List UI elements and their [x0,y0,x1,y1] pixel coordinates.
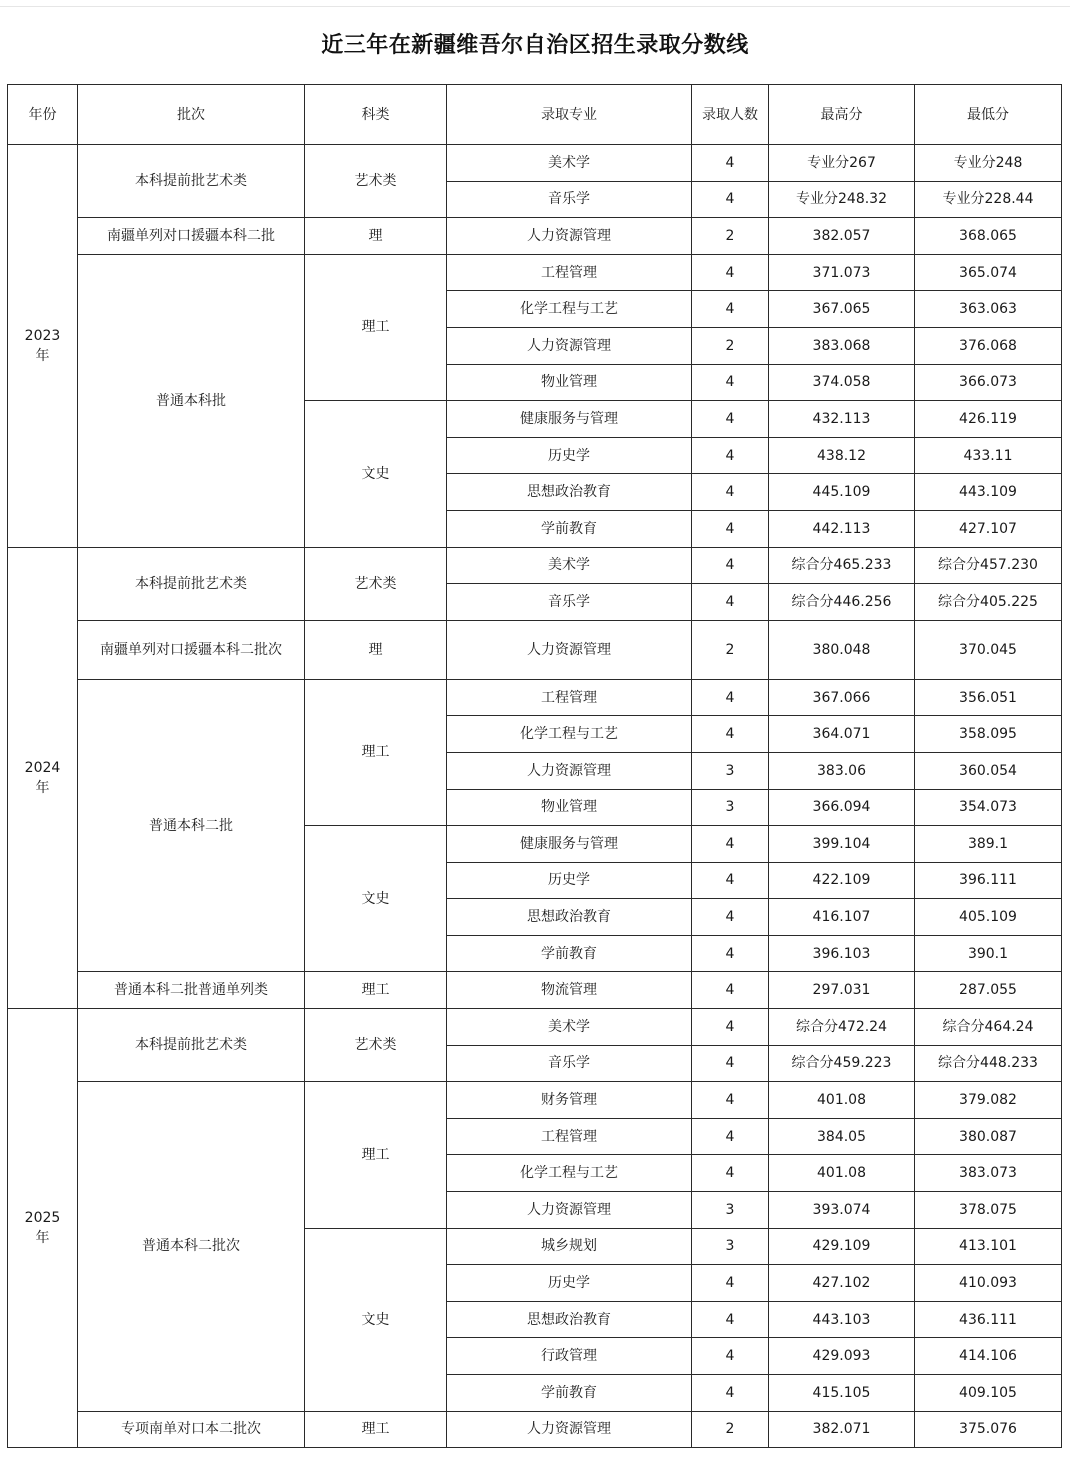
enrolled-count-cell: 3 [692,752,769,789]
batch-cell: 普通本科二批普通单列类 [78,972,305,1009]
major-cell: 美术学 [447,1009,692,1046]
major-cell: 思想政治教育 [447,899,692,936]
min-score-cell: 363.063 [915,291,1062,328]
category-cell: 理工 [305,254,447,400]
max-score-cell: 综合分446.256 [769,584,915,621]
table-row [8,679,1062,716]
max-score-cell: 422.109 [769,862,915,899]
enrolled-count-cell: 4 [692,1301,769,1338]
major-cell: 物流管理 [447,972,692,1009]
min-score-cell: 405.109 [915,899,1062,936]
max-score-cell: 367.066 [769,679,915,716]
batch-cell: 专项南单对口本二批次 [78,1411,305,1448]
max-score-cell: 445.109 [769,474,915,511]
max-score-cell: 442.113 [769,510,915,547]
major-cell: 历史学 [447,862,692,899]
enrolled-count-cell: 4 [692,1265,769,1302]
enrolled-count-cell: 4 [692,547,769,584]
table-row [8,254,1062,291]
header-enrolled: 录取人数 [692,85,769,145]
enrolled-count-cell: 4 [692,826,769,863]
header-max-score: 最高分 [769,85,915,145]
header-major: 录取专业 [447,85,692,145]
min-score-cell: 综合分448.233 [915,1045,1062,1082]
min-score-cell: 413.101 [915,1228,1062,1265]
enrolled-count-cell: 2 [692,327,769,364]
major-cell: 学前教育 [447,935,692,972]
min-score-cell: 409.105 [915,1375,1062,1412]
table-row [8,1009,1062,1046]
table-row [8,972,1062,1009]
category-cell: 理 [305,620,447,679]
major-cell: 思想政治教育 [447,474,692,511]
min-score-cell: 426.119 [915,401,1062,438]
max-score-cell: 专业分267 [769,145,915,182]
enrolled-count-cell: 3 [692,1192,769,1229]
enrolled-count-cell: 4 [692,679,769,716]
major-cell: 人力资源管理 [447,1192,692,1229]
max-score-cell: 专业分248.32 [769,181,915,218]
max-score-cell: 364.071 [769,716,915,753]
enrolled-count-cell: 4 [692,1338,769,1375]
enrolled-count-cell: 4 [692,716,769,753]
year-cell: 2024年 [8,547,78,1009]
table-row [8,620,1062,679]
enrolled-count-cell: 2 [692,218,769,255]
max-score-cell: 429.109 [769,1228,915,1265]
max-score-cell: 366.094 [769,789,915,826]
min-score-cell: 390.1 [915,935,1062,972]
max-score-cell: 443.103 [769,1301,915,1338]
min-score-cell: 414.106 [915,1338,1062,1375]
category-cell: 艺术类 [305,145,447,218]
max-score-cell: 438.12 [769,437,915,474]
enrolled-count-cell: 4 [692,145,769,182]
min-score-cell: 380.087 [915,1118,1062,1155]
category-cell: 理工 [305,1082,447,1228]
major-cell: 城乡规划 [447,1228,692,1265]
min-score-cell: 376.068 [915,327,1062,364]
min-score-cell: 410.093 [915,1265,1062,1302]
max-score-cell: 383.068 [769,327,915,364]
major-cell: 人力资源管理 [447,752,692,789]
category-cell: 艺术类 [305,547,447,620]
min-score-cell: 427.107 [915,510,1062,547]
max-score-cell: 401.08 [769,1155,915,1192]
min-score-cell: 383.073 [915,1155,1062,1192]
min-score-cell: 354.073 [915,789,1062,826]
batch-cell: 普通本科批 [78,254,305,547]
major-cell: 历史学 [447,1265,692,1302]
enrolled-count-cell: 4 [692,1045,769,1082]
enrolled-count-cell: 2 [692,1411,769,1448]
enrolled-count-cell: 4 [692,1009,769,1046]
enrolled-count-cell: 4 [692,181,769,218]
major-cell: 音乐学 [447,584,692,621]
batch-cell: 本科提前批艺术类 [78,145,305,218]
enrolled-count-cell: 4 [692,972,769,1009]
max-score-cell: 416.107 [769,899,915,936]
table-row [8,145,1062,182]
major-cell: 音乐学 [447,1045,692,1082]
major-cell: 工程管理 [447,1118,692,1155]
enrolled-count-cell: 4 [692,935,769,972]
min-score-cell: 360.054 [915,752,1062,789]
min-score-cell: 368.065 [915,218,1062,255]
max-score-cell: 415.105 [769,1375,915,1412]
max-score-cell: 382.057 [769,218,915,255]
major-cell: 人力资源管理 [447,620,692,679]
header-batch: 批次 [78,85,305,145]
enrolled-count-cell: 3 [692,1228,769,1265]
admission-score-table [7,84,1062,1448]
batch-cell: 普通本科二批次 [78,1082,305,1411]
min-score-cell: 443.109 [915,474,1062,511]
max-score-cell: 371.073 [769,254,915,291]
min-score-cell: 396.111 [915,862,1062,899]
min-score-cell: 370.045 [915,620,1062,679]
enrolled-count-cell: 4 [692,862,769,899]
table-row [8,1082,1062,1119]
enrolled-count-cell: 4 [692,1118,769,1155]
category-cell: 艺术类 [305,1009,447,1082]
major-cell: 工程管理 [447,679,692,716]
major-cell: 行政管理 [447,1338,692,1375]
category-cell: 理工 [305,972,447,1009]
enrolled-count-cell: 4 [692,899,769,936]
batch-cell: 南疆单列对口援疆本科二批 [78,218,305,255]
major-cell: 人力资源管理 [447,1411,692,1448]
min-score-cell: 378.075 [915,1192,1062,1229]
major-cell: 人力资源管理 [447,327,692,364]
year-cell: 2023年 [8,145,78,548]
max-score-cell: 401.08 [769,1082,915,1119]
major-cell: 化学工程与工艺 [447,1155,692,1192]
max-score-cell: 380.048 [769,620,915,679]
enrolled-count-cell: 4 [692,510,769,547]
header-year: 年份 [8,85,78,145]
max-score-cell: 382.071 [769,1411,915,1448]
enrolled-count-cell: 4 [692,1375,769,1412]
max-score-cell: 396.103 [769,935,915,972]
max-score-cell: 399.104 [769,826,915,863]
min-score-cell: 433.11 [915,437,1062,474]
major-cell: 财务管理 [447,1082,692,1119]
major-cell: 美术学 [447,145,692,182]
major-cell: 物业管理 [447,364,692,401]
major-cell: 学前教育 [447,510,692,547]
major-cell: 人力资源管理 [447,218,692,255]
min-score-cell: 436.111 [915,1301,1062,1338]
max-score-cell: 综合分472.24 [769,1009,915,1046]
page-title: 近三年在新疆维吾尔自治区招生录取分数线 [321,33,749,58]
max-score-cell: 393.074 [769,1192,915,1229]
top-divider [0,6,1070,7]
major-cell: 工程管理 [447,254,692,291]
max-score-cell: 432.113 [769,401,915,438]
max-score-cell: 384.05 [769,1118,915,1155]
major-cell: 化学工程与工艺 [447,291,692,328]
enrolled-count-cell: 4 [692,291,769,328]
enrolled-count-cell: 2 [692,620,769,679]
major-cell: 健康服务与管理 [447,401,692,438]
major-cell: 思想政治教育 [447,1301,692,1338]
category-cell: 文史 [305,826,447,972]
max-score-cell: 383.06 [769,752,915,789]
major-cell: 健康服务与管理 [447,826,692,863]
major-cell: 化学工程与工艺 [447,716,692,753]
min-score-cell: 365.074 [915,254,1062,291]
batch-cell: 本科提前批艺术类 [78,1009,305,1082]
min-score-cell: 综合分464.24 [915,1009,1062,1046]
max-score-cell: 367.065 [769,291,915,328]
enrolled-count-cell: 4 [692,437,769,474]
table-row [8,547,1062,584]
min-score-cell: 366.073 [915,364,1062,401]
min-score-cell: 专业分248 [915,145,1062,182]
enrolled-count-cell: 4 [692,1082,769,1119]
min-score-cell: 389.1 [915,826,1062,863]
header-min-score: 最低分 [915,85,1062,145]
category-cell: 文史 [305,1228,447,1411]
major-cell: 学前教育 [447,1375,692,1412]
category-cell: 理工 [305,679,447,825]
year-cell: 2025年 [8,1009,78,1448]
min-score-cell: 专业分228.44 [915,181,1062,218]
min-score-cell: 综合分405.225 [915,584,1062,621]
table-header-row [8,85,1062,145]
max-score-cell: 297.031 [769,972,915,1009]
major-cell: 音乐学 [447,181,692,218]
max-score-cell: 374.058 [769,364,915,401]
enrolled-count-cell: 4 [692,254,769,291]
batch-cell: 普通本科二批 [78,679,305,972]
max-score-cell: 综合分459.223 [769,1045,915,1082]
max-score-cell: 427.102 [769,1265,915,1302]
enrolled-count-cell: 4 [692,474,769,511]
min-score-cell: 375.076 [915,1411,1062,1448]
max-score-cell: 综合分465.233 [769,547,915,584]
table-row [8,1411,1062,1448]
enrolled-count-cell: 3 [692,789,769,826]
major-cell: 美术学 [447,547,692,584]
min-score-cell: 358.095 [915,716,1062,753]
category-cell: 文史 [305,401,447,547]
min-score-cell: 379.082 [915,1082,1062,1119]
category-cell: 理工 [305,1411,447,1448]
enrolled-count-cell: 4 [692,1155,769,1192]
category-cell: 理 [305,218,447,255]
major-cell: 历史学 [447,437,692,474]
min-score-cell: 356.051 [915,679,1062,716]
min-score-cell: 综合分457.230 [915,547,1062,584]
table-row [8,218,1062,255]
header-category: 科类 [305,85,447,145]
batch-cell: 本科提前批艺术类 [78,547,305,620]
major-cell: 物业管理 [447,789,692,826]
enrolled-count-cell: 4 [692,401,769,438]
max-score-cell: 429.093 [769,1338,915,1375]
enrolled-count-cell: 4 [692,584,769,621]
batch-cell: 南疆单列对口援疆本科二批次 [78,620,305,679]
enrolled-count-cell: 4 [692,364,769,401]
min-score-cell: 287.055 [915,972,1062,1009]
